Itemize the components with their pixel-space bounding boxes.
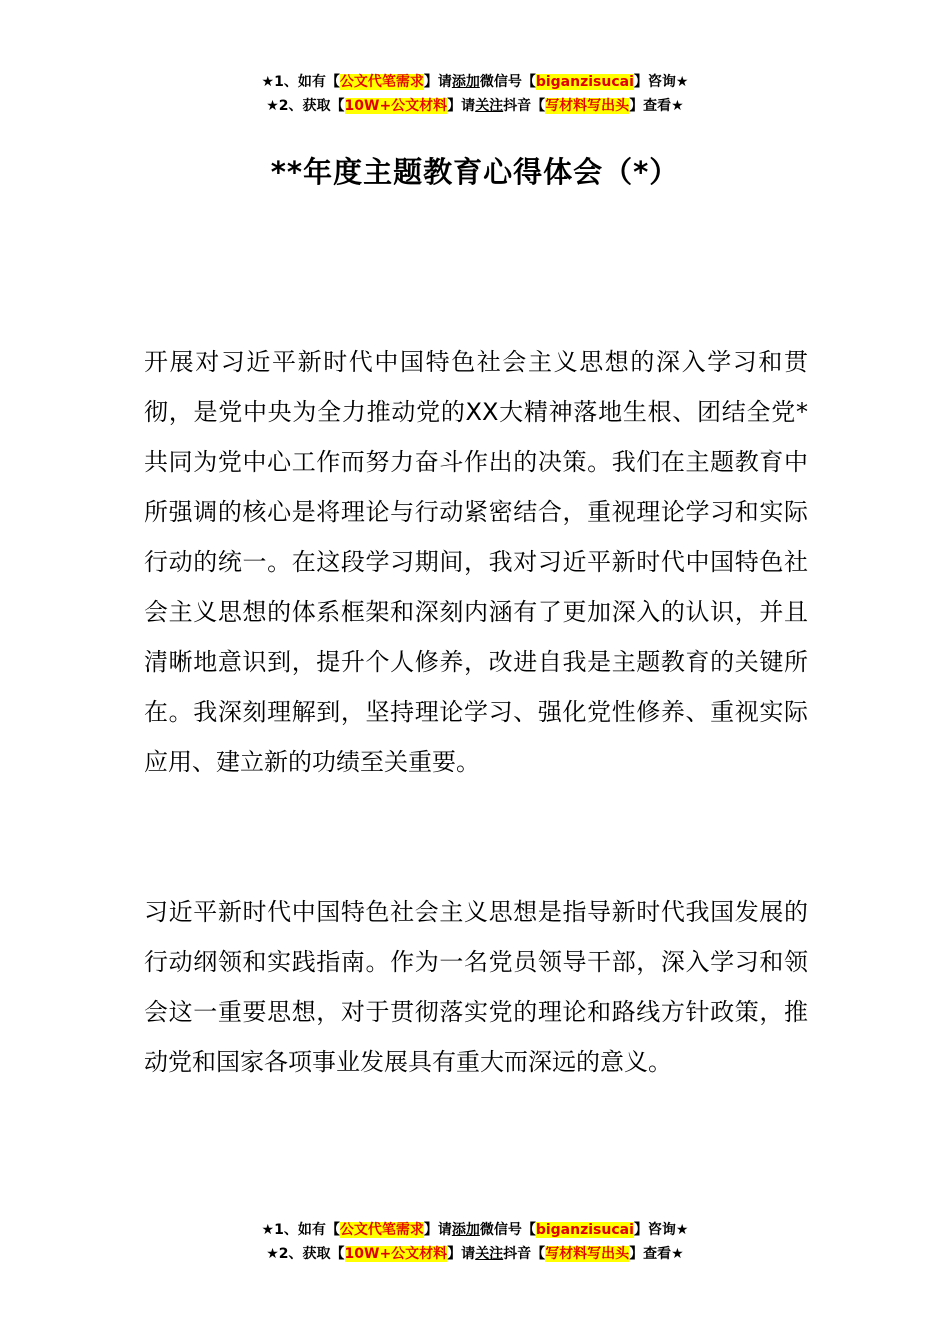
footer-line1-prefix: ★1、如有【 xyxy=(261,1222,340,1238)
banner-line2-text: 】请 xyxy=(447,98,476,114)
footer-line2-emphasis: 关注 xyxy=(475,1246,504,1262)
document-title: **年度主题教育心得体会（*） xyxy=(270,155,680,189)
banner-line2-suffix: 】查看★ xyxy=(629,98,684,114)
footer-banner xyxy=(0,1218,950,1266)
header-banner xyxy=(0,70,950,118)
banner-line-1 xyxy=(0,70,950,94)
banner-line1-suffix: 】咨询★ xyxy=(633,74,689,90)
banner-line-2 xyxy=(0,94,950,118)
footer-line2-highlight-douyin: 写材料写出头 xyxy=(545,1246,630,1262)
banner-line1-highlight-wechat: biganzisucai xyxy=(535,74,634,90)
banner-line2-highlight-materials: 10W+公文材料 xyxy=(344,98,448,114)
footer-line2-highlight-materials: 10W+公文材料 xyxy=(344,1246,448,1262)
banner-line1-text-2: 微信号【 xyxy=(479,74,536,90)
footer-line1-highlight-wechat: biganzisucai xyxy=(535,1222,634,1238)
paragraph-2: 习近平新时代中国特色社会主义思想是指导新时代我国发展的行动纲领和实践指南。作为一名党员领导干部，深入学习和领会这一重要思想，对于贯彻落实党的理论和路线方针政策，推动党和国家各项事业发展具有重大而深远的意义。 xyxy=(144,898,808,1076)
footer-line2-text: 】请 xyxy=(447,1246,476,1262)
paragraph-1: 开展对习近平新时代中国特色社会主义思想的深入学习和贯彻，是党中央为全力推动党的XX大精神落地生根、团结全党*共同为党中心工作而努力奋斗作出的决策。我们在主题教育中所强调的核心是将理论与行动紧密结合，重视理论学习和实际行动的统一。在这段学习期间，我对习近平新时代中国特色社会主义思想的体系框架和深刻内涵有了更加深入的认识，并且清晰地意识到，提升个人修养，改进自我是主题教育的关键所在。我深刻理解到，坚持理论学习、强化党性修养、重视实际应用、建立新的功绩至关重要。 xyxy=(144,348,808,776)
footer-line2-prefix: ★2、获取【 xyxy=(266,1246,345,1262)
banner-line2-highlight-douyin: 写材料写出头 xyxy=(545,98,630,114)
banner-line2-text-2: 抖音【 xyxy=(503,98,546,114)
banner-line2-prefix: ★2、获取【 xyxy=(266,98,345,114)
banner-line1-highlight-service: 公文代笔需求 xyxy=(339,74,424,90)
footer-banner-line-2 xyxy=(0,1242,950,1266)
footer-line2-text-2: 抖音【 xyxy=(503,1246,546,1262)
banner-line1-emphasis: 添加 xyxy=(451,74,480,90)
footer-line1-emphasis: 添加 xyxy=(451,1222,480,1238)
footer-line1-suffix: 】咨询★ xyxy=(633,1222,689,1238)
footer-line2-suffix: 】查看★ xyxy=(629,1246,684,1262)
footer-line1-text-2: 微信号【 xyxy=(479,1222,536,1238)
footer-line1-text: 】请 xyxy=(423,1222,452,1238)
banner-line1-text: 】请 xyxy=(423,74,452,90)
footer-banner-line-1 xyxy=(0,1218,950,1242)
banner-line2-emphasis: 关注 xyxy=(475,98,504,114)
footer-line1-highlight-service: 公文代笔需求 xyxy=(339,1222,424,1238)
banner-line1-prefix: ★1、如有【 xyxy=(261,74,340,90)
